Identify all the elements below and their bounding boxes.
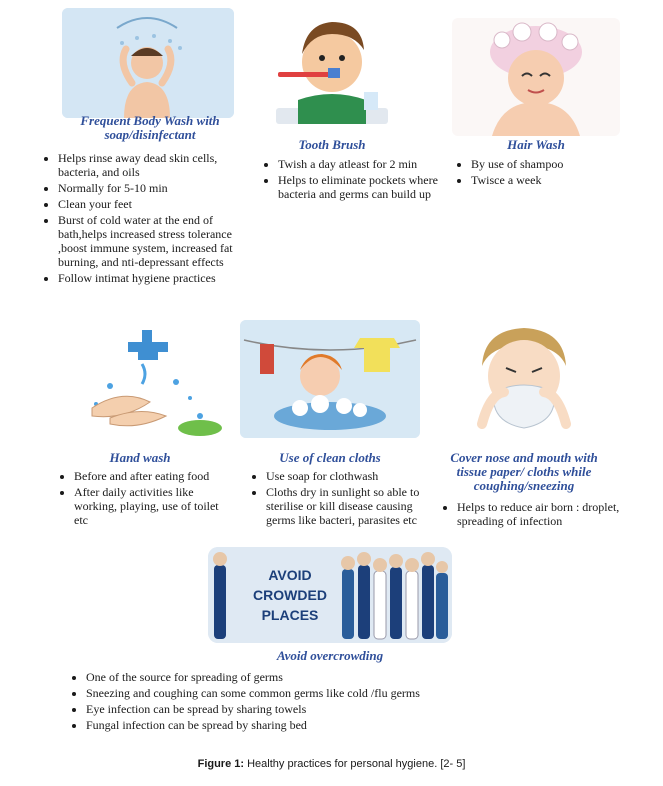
avoid-crowd-image [208, 547, 452, 643]
clean-cloths-title: Use of clean cloths [279, 450, 381, 465]
washing-clothes-icon [240, 320, 420, 438]
hand-wash-bullets [60, 469, 234, 529]
list-item: • Clean your feet [58, 197, 243, 211]
hair-wash-bullets [457, 157, 631, 189]
hands-under-tap-icon [50, 320, 230, 438]
list-item: • Burst of cold water at the end of bath,helps increased stress tolerance ,boost immune system, increased fat burning, and nti-depressant effects [58, 213, 243, 269]
list-item: • Before and after eating food [74, 469, 234, 483]
tooth-brush-image [268, 8, 396, 128]
list-item: • Fungal infection can be spread by sharing bed [86, 718, 586, 732]
list-item: • Twisce a week [471, 173, 631, 187]
list-item: • Normally for 5-10 min [58, 181, 243, 195]
tooth-brush-bullets [264, 157, 438, 203]
figure-caption-label: Figure 1: [197, 758, 245, 770]
list-item: • Follow intimat hygiene practices [58, 271, 243, 285]
body-wash-bullets [44, 151, 243, 287]
cover-nose-title: Cover nose and mouth with tissue paper/ cloths while coughing/sneezing [450, 450, 598, 493]
tooth-brush-title: Tooth Brush [298, 137, 366, 152]
list-item: • Sneezing and coughing can some common germs like cold /flu germs [86, 686, 586, 700]
list-item: • Eye infection can be spread by sharing towels [86, 702, 586, 716]
avoid-crowd-bullets [72, 670, 586, 734]
figure-caption-text: Healthy practices for personal hygiene. [2- 5] [247, 758, 466, 770]
clean-cloths-bullets [252, 469, 426, 529]
list-item: • Helps to reduce air born : droplet, spreading of infection [457, 500, 627, 528]
body-wash-image [62, 8, 234, 118]
body-wash-title: Frequent Body Wash with soap/disinfectant [80, 113, 220, 142]
list-item: • Helps rinse away dead skin cells, bacteria, and oils [58, 151, 243, 179]
person-sneezing-tissue-icon [434, 320, 614, 438]
hair-wash-title: Hair Wash [507, 137, 565, 152]
person-showering-icon [62, 8, 234, 118]
list-item: • Use soap for clothwash [266, 469, 426, 483]
hand-wash-title: Hand wash [109, 450, 171, 465]
child-hair-wash-icon [452, 18, 620, 136]
list-item: • One of the source for spreading of germs [86, 670, 586, 684]
avoid-crowd-title: Avoid overcrowding [276, 648, 384, 663]
cover-nose-bullets [443, 500, 627, 530]
cover-nose-image [434, 320, 614, 438]
hand-wash-image [50, 320, 230, 438]
list-item: • Helps to eliminate pockets where bacteria and germs can build up [278, 173, 438, 201]
list-item: • Twish a day atleast for 2 min [278, 157, 438, 171]
list-item: • After daily activities like working, playing, use of toilet etc [74, 485, 234, 527]
list-item: • Cloths dry in sunlight so able to sterilise or kill disease causing germs like bacteri, parasites etc [266, 485, 426, 527]
hair-wash-image [452, 18, 620, 136]
avoid-crowd-banner-text: AVOID CROWDED PLACES [253, 567, 327, 623]
list-item: • By use of shampoo [471, 157, 631, 171]
clean-cloths-image [240, 320, 420, 438]
boy-brushing-teeth-icon [268, 8, 396, 128]
figure-caption [0, 758, 663, 770]
